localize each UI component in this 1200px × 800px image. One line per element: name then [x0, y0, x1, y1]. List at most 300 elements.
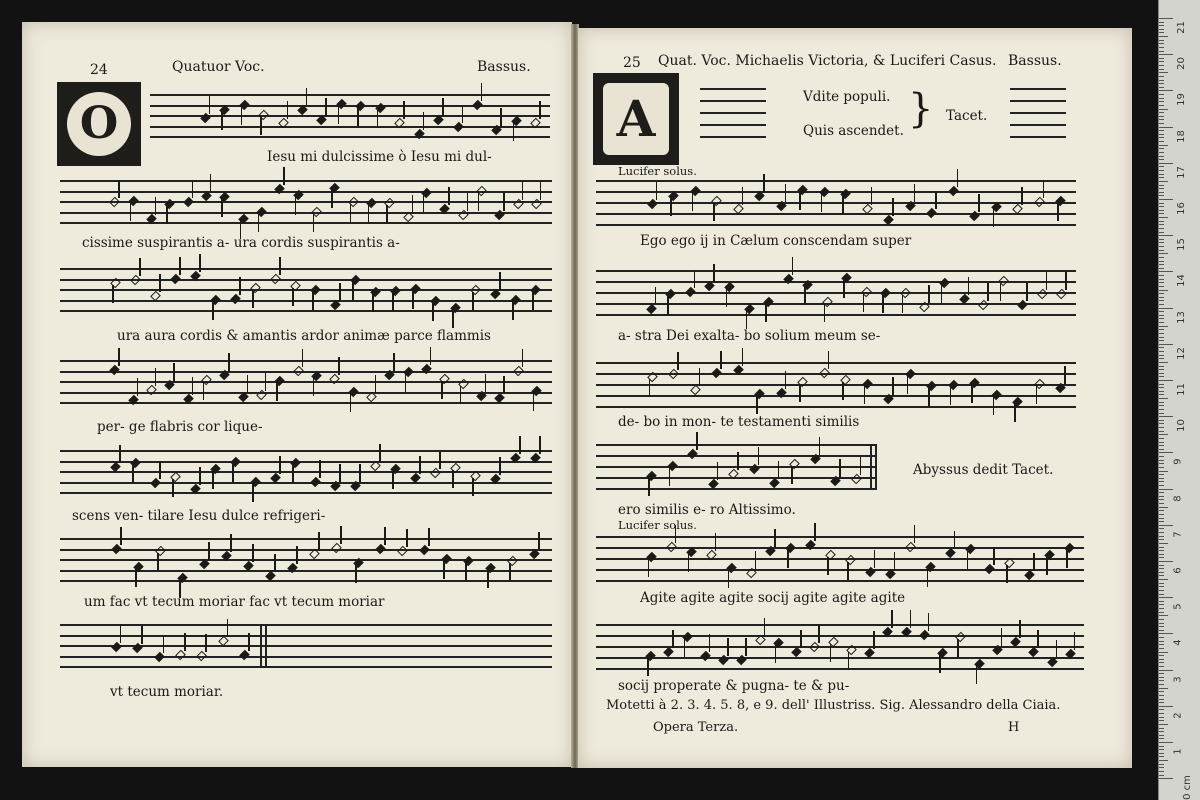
note-stem [339, 283, 341, 301]
ruler-minor-tick [1159, 206, 1164, 207]
ruler-minor-tick [1159, 767, 1164, 768]
note-stem [120, 527, 122, 545]
note-stem [296, 546, 298, 564]
note-stem [792, 257, 794, 275]
ruler-minor-tick [1159, 485, 1164, 486]
note-stem [667, 296, 669, 314]
ruler-label: 6 [1172, 567, 1184, 574]
ruler-minor-tick [1159, 456, 1164, 457]
note-stem [713, 203, 715, 221]
note-stem [192, 180, 194, 198]
note-stem [819, 437, 821, 455]
ruler-tick [1159, 344, 1173, 345]
ruler-minor-tick [1159, 217, 1168, 218]
note-stem [135, 569, 137, 587]
note-stem [827, 557, 829, 575]
staff-r1 [596, 180, 1076, 226]
note-stem [774, 529, 776, 547]
ruler-minor-tick [1159, 568, 1164, 569]
note-stem [359, 464, 361, 482]
note-stem [818, 625, 820, 643]
note-stem [1046, 272, 1048, 290]
note-stem [159, 274, 161, 292]
ruler-minor-tick [1159, 423, 1164, 424]
note-stem [331, 190, 333, 208]
note-stem [684, 639, 686, 657]
note-stem [384, 527, 386, 545]
note-stem [157, 553, 159, 571]
note-stem [377, 110, 379, 128]
ruler-minor-tick [1159, 510, 1164, 511]
note-stem [655, 287, 657, 305]
ruler-label: 8 [1172, 494, 1184, 502]
note-stem [539, 101, 541, 119]
note-stem [1056, 640, 1058, 658]
ruler-minor-tick [1159, 318, 1164, 319]
ruler-minor-tick [1159, 279, 1164, 280]
ruler-minor-tick [1159, 449, 1164, 450]
ruler-minor-tick [1159, 65, 1164, 66]
note-stem [159, 461, 161, 479]
ruler-minor-tick [1159, 185, 1164, 186]
note-stem [848, 652, 850, 670]
ruler-tick [1159, 742, 1173, 743]
note-stem [839, 459, 841, 477]
note-stem [688, 554, 690, 572]
note-stem [1019, 620, 1021, 638]
note-stem [950, 387, 952, 405]
note-stem [212, 302, 214, 320]
ruler-minor-tick [1159, 438, 1164, 439]
ruler-tick [1159, 235, 1173, 236]
ruler-minor-tick [1159, 543, 1168, 544]
note-stem [340, 526, 342, 544]
ruler-minor-tick [1159, 257, 1164, 258]
note-stem [907, 376, 909, 394]
note-stem [745, 638, 747, 656]
ruler-minor-tick [1159, 384, 1164, 385]
note-stem [239, 277, 241, 295]
note-stem [227, 619, 229, 637]
note-stem [258, 214, 260, 232]
note-stem [727, 638, 729, 656]
ruler-minor-tick [1159, 547, 1164, 548]
tacet-line-2: Quis ascendet. [803, 123, 904, 139]
note-stem [203, 382, 205, 400]
note-stem [787, 550, 789, 568]
note-stem [648, 559, 650, 577]
note-stem [1006, 565, 1008, 583]
note-stem [647, 658, 649, 676]
ruler-minor-tick [1159, 69, 1164, 70]
note-stem [957, 639, 959, 657]
ruler-minor-tick [1159, 141, 1164, 142]
note-stem [212, 471, 214, 489]
note-stem [313, 378, 315, 396]
ruler-minor-tick [1159, 275, 1164, 276]
note-stem [462, 105, 464, 123]
note-stem [649, 379, 651, 397]
final-barline-double [265, 624, 267, 668]
note-stem [1021, 187, 1023, 205]
ruler-minor-tick [1159, 680, 1164, 681]
note-stem [864, 386, 866, 404]
left-part-label: Bassus. [477, 59, 531, 75]
note-stem [379, 444, 381, 462]
ruler-label: 16 [1175, 202, 1187, 215]
ruler-minor-tick [1159, 326, 1168, 327]
note-stem [993, 547, 995, 565]
note-stem [452, 310, 454, 328]
ruler-tick [1159, 18, 1173, 19]
note-stem [339, 464, 341, 482]
note-stem [313, 214, 315, 232]
ruler-minor-tick [1159, 213, 1164, 214]
lyric-line: socij properate & pugna- te & pu- [618, 678, 850, 694]
ruler-minor-tick [1159, 659, 1164, 660]
ruler-minor-tick [1159, 137, 1164, 138]
ruler-minor-tick [1159, 76, 1164, 77]
ruler-minor-tick [1159, 579, 1168, 580]
note-stem [141, 626, 143, 644]
ruler-minor-tick [1159, 347, 1164, 348]
note-stem [540, 182, 542, 200]
note-stem [843, 280, 845, 298]
note-stem [406, 529, 408, 547]
ruler-label: 3 [1172, 675, 1184, 683]
note-stem [423, 195, 425, 213]
ruler-minor-tick [1159, 405, 1164, 406]
note-stem [467, 193, 469, 211]
note-stem [481, 83, 483, 101]
note-stem [1036, 386, 1038, 404]
ruler-minor-tick [1159, 713, 1164, 714]
note-stem [432, 303, 434, 321]
ruler-minor-tick [1159, 340, 1164, 341]
ruler-minor-tick [1159, 652, 1168, 653]
note-stem [692, 193, 694, 211]
ruler-minor-tick [1159, 25, 1164, 26]
note-stem [393, 353, 395, 371]
lyric-line: Ego ego ij in Cælum conscendam super [640, 233, 912, 249]
ruler-minor-tick [1159, 760, 1168, 761]
ruler-minor-tick [1159, 550, 1164, 551]
note-stem [499, 457, 501, 475]
ruler-minor-tick [1159, 641, 1164, 642]
note-stem [419, 456, 421, 474]
note-stem [509, 563, 511, 581]
voice-label: Lucifer solus. [618, 164, 697, 178]
note-stem [957, 169, 959, 187]
ruler-minor-tick [1159, 98, 1164, 99]
lyric-line: scens ven- tilare Iesu dulce refrigeri- [72, 508, 326, 524]
note-stem [1043, 180, 1045, 198]
note-stem [221, 199, 223, 217]
ruler-tick [1159, 633, 1173, 634]
note-stem [208, 542, 210, 560]
note-stem [499, 272, 501, 290]
ruler-minor-tick [1159, 246, 1164, 247]
ruler-label: 5 [1172, 603, 1184, 610]
note-stem [232, 464, 234, 482]
ruler-minor-tick [1159, 666, 1164, 667]
ruler-label: 0 cm [1181, 775, 1193, 800]
note-stem [412, 291, 414, 309]
note-stem [967, 551, 969, 569]
ruler-minor-tick [1159, 528, 1164, 529]
ruler-minor-tick [1159, 387, 1164, 388]
ruler-minor-tick [1159, 402, 1164, 403]
ruler-minor-tick [1159, 362, 1168, 363]
note-stem [799, 384, 801, 402]
note-stem [352, 282, 354, 300]
note-stem [338, 357, 340, 375]
note-stem [306, 88, 308, 106]
ruler-minor-tick [1159, 702, 1164, 703]
note-stem [1033, 553, 1035, 571]
note-stem [539, 436, 541, 454]
ruler-minor-tick [1159, 29, 1164, 30]
ruler-minor-tick [1159, 188, 1164, 189]
note-stem [765, 304, 767, 322]
note-stem [824, 304, 826, 322]
note-stem [173, 363, 175, 381]
note-stem [1057, 203, 1059, 221]
ruler-minor-tick [1159, 746, 1164, 747]
note-stem [828, 351, 830, 369]
note-stem [252, 290, 254, 308]
abyssus-label: Abyssus dedit Tacet. [913, 462, 1054, 478]
note-stem [726, 289, 728, 307]
ruler-minor-tick [1159, 507, 1168, 508]
ruler-minor-tick [1159, 116, 1164, 117]
ruler-minor-tick [1159, 376, 1164, 377]
note-stem [891, 610, 893, 628]
ruler-minor-tick [1159, 250, 1164, 251]
ruler-minor-tick [1159, 594, 1164, 595]
ruler-label: 11 [1175, 383, 1187, 396]
ruler-tick [1159, 489, 1173, 490]
tacet-staff-a [700, 88, 766, 138]
ruler-minor-tick [1159, 565, 1164, 566]
note-stem [430, 347, 432, 365]
note-stem [265, 373, 267, 391]
ruler-minor-tick [1159, 181, 1168, 182]
note-stem [295, 197, 297, 215]
lyric-line: Agite agite agite socij agite agite agite [640, 590, 906, 606]
note-stem [892, 198, 894, 216]
ruler-minor-tick [1159, 518, 1164, 519]
note-stem [350, 204, 352, 222]
note-stem [785, 371, 787, 389]
note-stem [1074, 632, 1076, 650]
ruler-minor-tick [1159, 691, 1164, 692]
note-stem [821, 194, 823, 212]
ruler-minor-tick [1159, 467, 1164, 468]
note-stem [423, 112, 425, 130]
note-stem [1066, 550, 1068, 568]
note-stem [441, 381, 443, 399]
note-stem [139, 258, 141, 276]
ruler-minor-tick [1159, 351, 1164, 352]
note-stem [1001, 628, 1003, 646]
ruler-tick [1159, 54, 1173, 55]
decorated-initial-o: O [57, 82, 141, 166]
note-stem [252, 484, 254, 502]
lyric-line: um fac vt tecum moriar fac vt tecum moriar [84, 594, 385, 610]
note-stem [871, 187, 873, 205]
note-stem [677, 352, 679, 370]
note-stem [276, 383, 278, 401]
note-stem [1046, 557, 1048, 575]
note-stem [696, 432, 698, 450]
ruler-minor-tick [1159, 192, 1164, 193]
note-stem [412, 195, 414, 213]
ruler-label: 1 [1172, 748, 1184, 755]
note-stem [442, 98, 444, 116]
ruler-minor-tick [1159, 119, 1164, 120]
ruler-minor-tick [1159, 583, 1164, 584]
ruler-minor-tick [1159, 355, 1164, 356]
ruler-minor-tick [1159, 195, 1164, 196]
ruler-minor-tick [1159, 261, 1164, 262]
ruler-minor-tick [1159, 159, 1164, 160]
ruler-minor-tick [1159, 601, 1164, 602]
ruler-minor-tick [1159, 101, 1164, 102]
ruler-minor-tick [1159, 427, 1164, 428]
staff-5 [60, 450, 552, 494]
right-page-number: 25 [623, 55, 641, 71]
note-stem [120, 625, 122, 643]
ruler-label: 12 [1175, 346, 1187, 360]
ruler-minor-tick [1159, 239, 1164, 240]
ruler-tick [1159, 416, 1173, 417]
note-stem [1000, 283, 1002, 301]
ruler-minor-tick [1159, 170, 1164, 171]
ruler-minor-tick [1159, 333, 1164, 334]
note-stem [172, 479, 174, 497]
note-stem [791, 466, 793, 484]
ruler-minor-tick [1159, 268, 1164, 269]
note-stem [715, 533, 717, 551]
ruler-minor-tick [1159, 572, 1164, 573]
note-stem [279, 257, 281, 275]
note-stem [287, 101, 289, 119]
ruler-minor-tick [1159, 166, 1164, 167]
ruler-minor-tick [1159, 22, 1164, 23]
ruler-minor-tick [1159, 662, 1164, 663]
note-stem [928, 285, 930, 303]
note-stem [460, 386, 462, 404]
lyric-line: Iesu mi dulcissime ò Iesu mi dul- [267, 149, 492, 165]
ruler-tick [1159, 271, 1173, 272]
note-stem [927, 569, 929, 587]
ruler-tick [1159, 163, 1173, 164]
note-stem [192, 377, 194, 395]
note-stem [260, 117, 262, 135]
note-stem [503, 193, 505, 211]
ruler-minor-tick [1159, 177, 1164, 178]
ruler-minor-tick [1159, 224, 1164, 225]
ruler-minor-tick [1159, 322, 1164, 323]
right-page [578, 28, 1132, 768]
lyric-line: per- ge flabris cor lique- [97, 419, 263, 435]
note-stem [742, 187, 744, 205]
ruler-minor-tick [1159, 775, 1164, 776]
note-stem [487, 570, 489, 588]
note-stem [357, 108, 359, 126]
ruler-minor-tick [1159, 94, 1164, 95]
ruler-minor-tick [1159, 724, 1168, 725]
note-stem [763, 174, 765, 192]
note-stem [338, 106, 340, 124]
note-stem [274, 554, 276, 572]
ruler-label: 4 [1172, 639, 1184, 647]
ruler-label: 21 [1175, 21, 1187, 34]
ruler-minor-tick [1159, 297, 1164, 298]
lyric-line: ero similis e- ro Altissimo. [618, 502, 796, 518]
ruler-minor-tick [1159, 130, 1164, 131]
staff-6 [60, 538, 552, 582]
left-page-number: 24 [90, 62, 108, 78]
note-stem [312, 292, 314, 310]
note-stem [1065, 272, 1067, 290]
staff-r3 [596, 362, 1076, 408]
note-stem [672, 630, 674, 648]
note-stem [799, 192, 801, 210]
note-stem [392, 293, 394, 311]
note-stem [670, 198, 672, 216]
note-stem [728, 570, 730, 588]
note-stem [532, 292, 534, 310]
note-stem [941, 285, 943, 303]
note-stem [241, 107, 243, 125]
ruler-minor-tick [1159, 709, 1164, 710]
note-stem [163, 635, 165, 653]
note-stem [155, 368, 157, 386]
ruler-minor-tick [1159, 554, 1164, 555]
ruler-label: 13 [1175, 310, 1187, 324]
ruler-minor-tick [1159, 112, 1164, 113]
note-stem [978, 194, 980, 212]
note-stem [778, 461, 780, 479]
note-stem [764, 618, 766, 636]
ruler-tick [1159, 199, 1173, 200]
ruler-minor-tick [1159, 286, 1164, 287]
note-stem [1026, 283, 1028, 301]
note-stem [914, 184, 916, 202]
note-stem [248, 633, 250, 651]
ruler-minor-tick [1159, 409, 1164, 410]
footer-line: Motetti à 2. 3. 4. 5. 8, e 9. dell' Illustriss. Sig. Alessandro della Ciaia. [606, 698, 1061, 713]
ruler-minor-tick [1159, 771, 1164, 772]
ruler-minor-tick [1159, 764, 1164, 765]
ruler-label: 14 [1175, 274, 1187, 288]
ruler-minor-tick [1159, 358, 1164, 359]
note-stem [184, 633, 186, 651]
note-stem [205, 634, 207, 652]
note-stem [210, 174, 212, 192]
ruler-tick [1159, 670, 1173, 671]
note-stem [292, 288, 294, 306]
ruler-label: 7 [1172, 531, 1184, 538]
ruler-minor-tick [1159, 366, 1164, 367]
note-stem [279, 456, 281, 474]
note-stem [713, 264, 715, 282]
note-stem [775, 645, 777, 663]
ruler-minor-tick [1159, 590, 1164, 591]
note-stem [119, 445, 121, 463]
